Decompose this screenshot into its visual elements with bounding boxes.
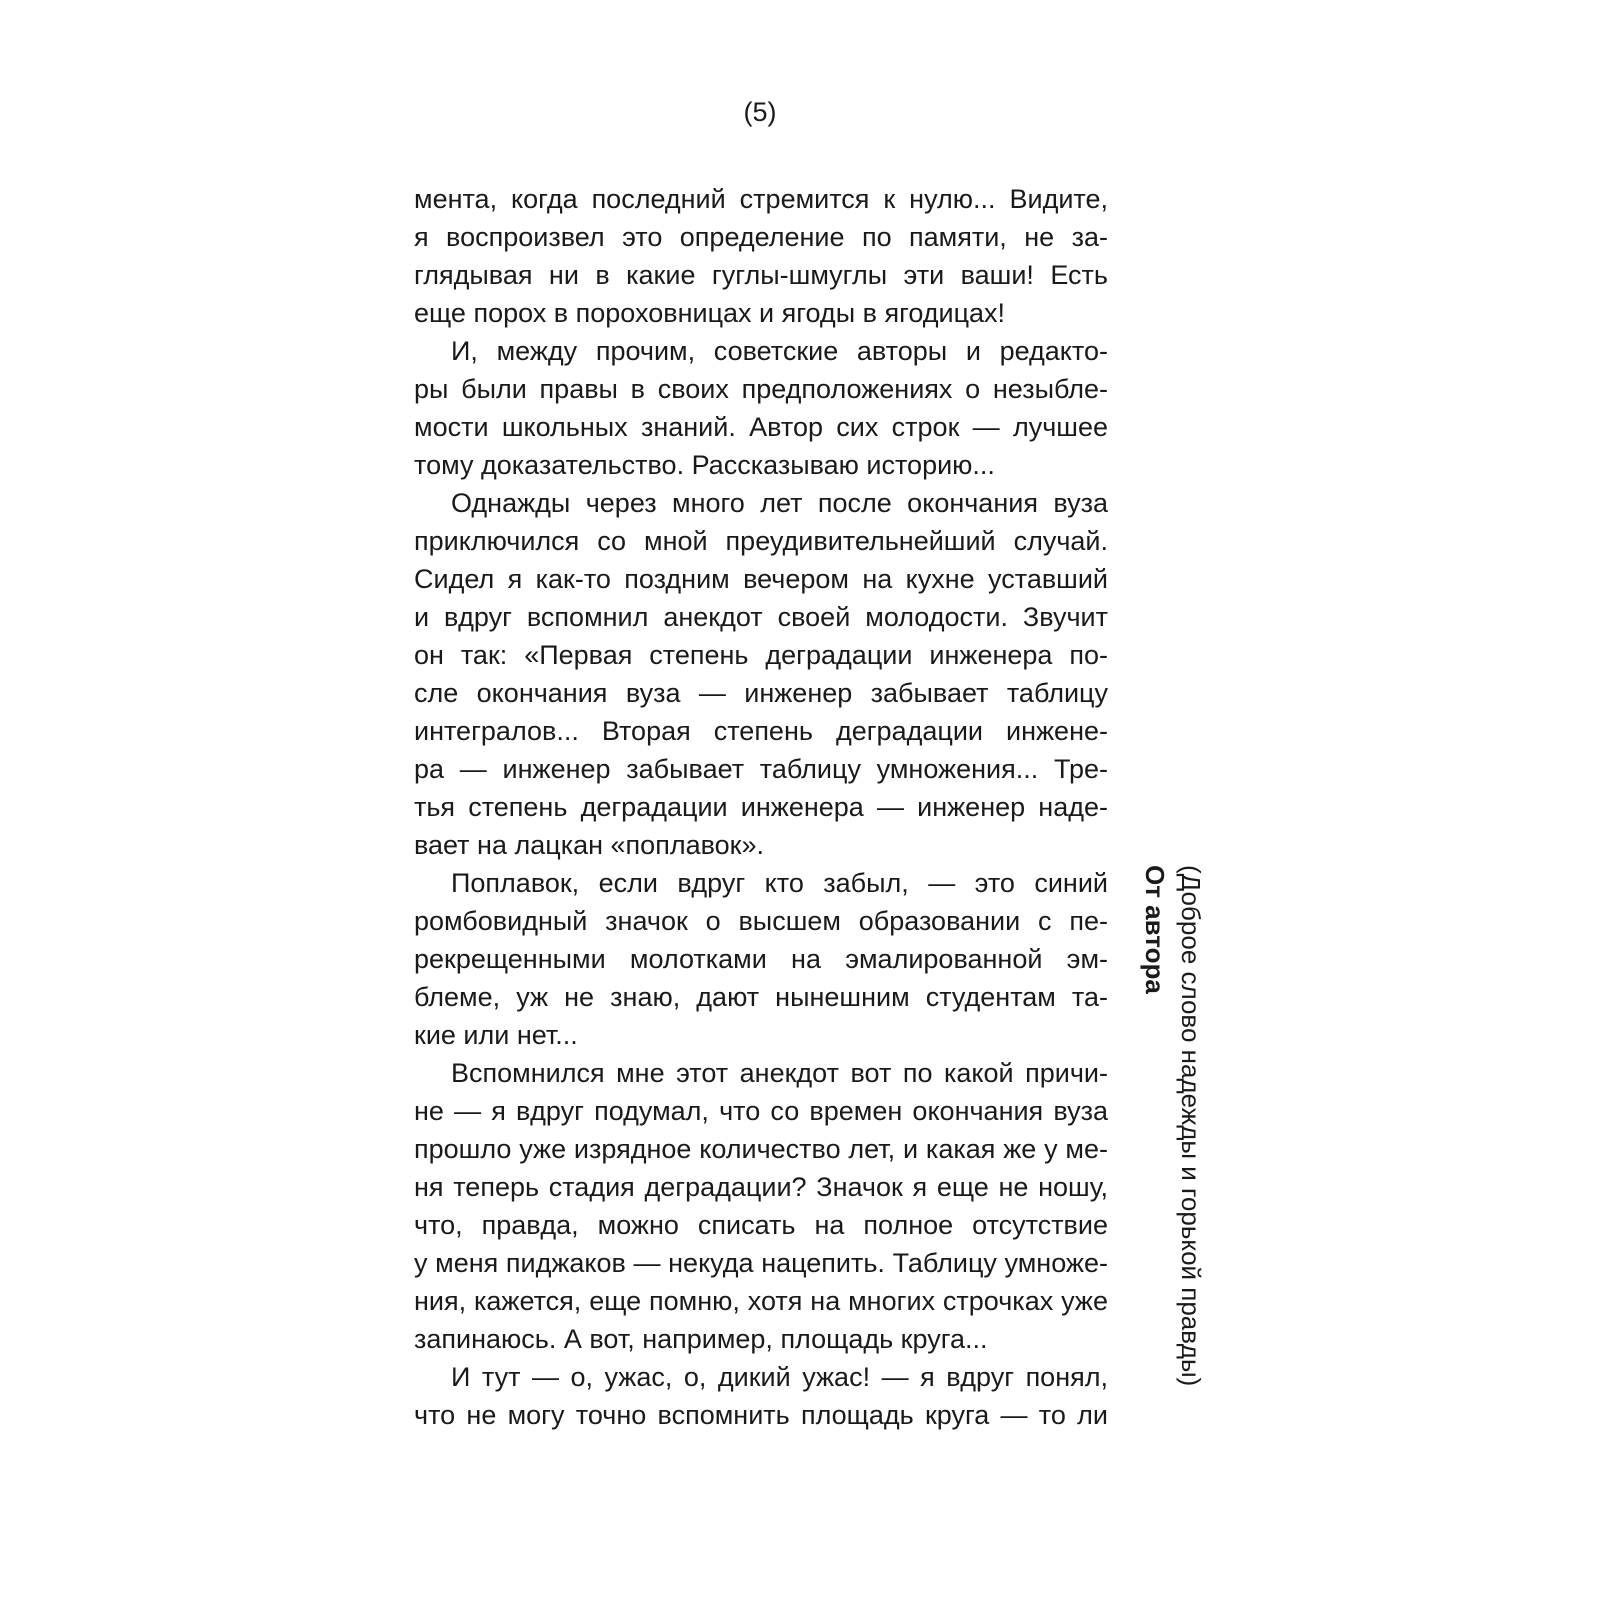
page-number: (5) [743, 97, 777, 127]
text-line: Вспомнился мне этот анекдот вот по какой причи- [451, 1058, 1108, 1088]
text-line: и вдруг вспомнил анекдот своей молодости. Звучит [414, 602, 1108, 632]
text-line: еще порох в пороховницах и ягоды в ягодицах! [414, 298, 1006, 328]
text-line: И тут — о, ужас, о, дикий ужас! — я вдруг понял, [451, 1362, 1108, 1392]
text-line: ня теперь стадия деградации? Значок я еще не ношу, [414, 1172, 1108, 1202]
text-line: вает на лацкан «поплавок». [414, 830, 764, 860]
running-head [1137, 865, 1209, 1425]
text-line: ры были правы в своих предположениях о незыбле- [414, 374, 1108, 404]
text-line: блеме, уж не знаю, дают нынешним студентам та- [414, 982, 1108, 1012]
body-text [414, 180, 1108, 1434]
text-line: И, между прочим, советские авторы и редакто- [451, 336, 1108, 366]
text-line: не — я вдруг подумал, что со времен окончания вуза [414, 1096, 1108, 1126]
text-line: ромбовидный значок о высшем образовании с пе- [414, 906, 1108, 936]
text-line: запинаюсь. А вот, например, площадь круга... [414, 1324, 988, 1354]
text-line: кие или нет... [414, 1020, 578, 1050]
text-line: тому доказательство. Рассказываю историю... [414, 450, 995, 480]
text-line: он так: «Первая степень деградации инженера по- [414, 640, 1108, 670]
text-line: Поплавок, если вдруг кто забыл, — это синий [451, 868, 1108, 898]
text-line: Однажды через много лет после окончания вуза [451, 488, 1108, 518]
text-line: ра — инженер забывает таблицу умножения... Тре- [414, 754, 1108, 784]
text-line: интегралов... Вторая степень деградации инжене- [414, 716, 1108, 746]
text-line: мости школьных знаний. Автор сих строк — лучшее [414, 412, 1108, 442]
text-line: тья степень деградации инженера — инженер наде- [414, 792, 1108, 822]
text-line: у меня пиджаков — некуда нацепить. Таблицу умноже- [414, 1248, 1108, 1278]
text-line: прошло уже изрядное количество лет, и какая же у ме- [414, 1134, 1108, 1164]
text-line: мента, когда последний стремится к нулю... Видите, [414, 184, 1108, 214]
running-head-title: От автора [1140, 865, 1170, 994]
text-line: глядывая ни в какие гуглы-шмуглы эти ваши! Есть [414, 260, 1108, 290]
text-line: я воспроизвел это определение по памяти, не за- [414, 222, 1108, 252]
text-line: что не могу точно вспомнить площадь круга — то ли [414, 1400, 1108, 1430]
text-line: рекрещенными молотками на эмалированной эм- [414, 944, 1108, 974]
text-line: что, правда, можно списать на полное отсутствие [414, 1210, 1108, 1240]
text-line: Сидел я как-то поздним вечером на кухне уставший [414, 564, 1108, 594]
text-line: сле окончания вуза — инженер забывает таблицу [414, 678, 1108, 708]
text-line: приключился со мной преудивительнейший случай. [414, 526, 1108, 556]
text-line: ния, кажется, еще помню, хотя на многих строчках уже [414, 1286, 1108, 1316]
running-head-subtitle: (Доброе слово надежды и горькой правды) [1176, 865, 1206, 1387]
